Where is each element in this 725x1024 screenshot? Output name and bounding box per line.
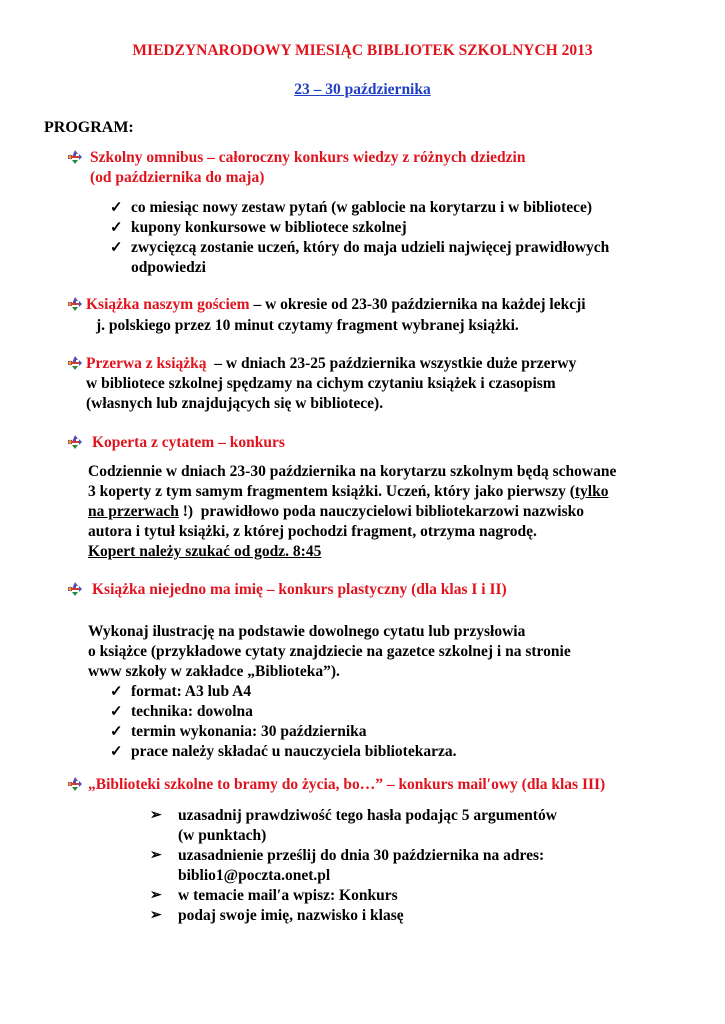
list-item: zwycięzcą zostanie uczeń, który do maja udzieli najwięcej prawidłowych [131,239,610,256]
quad-arrow-bullet-icon [68,435,82,449]
section-envelope-title: Koperta z cytatem – konkurs [92,434,285,451]
checkmark-icon: ✓ [110,200,123,216]
envelope-time-note: Kopert należy szukać od godz. 8:45 [88,543,322,560]
section-art-contest-title: Książka niejedno ma imię – konkurs plastyczny (dla klas I i II) [92,581,507,598]
checkmark-icon: ✓ [110,220,123,236]
quad-arrow-bullet-icon [68,150,82,164]
paragraph-line: autora i tytuł książki, z której pochodzi fragment, otrzyma nagrodę. [88,523,537,540]
section-guest-book-title: Książka naszym gościem [86,296,250,313]
paragraph-line [88,482,608,502]
paragraph-line: Codziennie w dniach 23-30 października na korytarzu szkolnym będą schowane [88,463,617,480]
arrow-bullet-icon: ➢ [150,848,162,863]
arrow-bullet-icon: ➢ [150,808,162,823]
list-item: w temacie mail′a wpisz: Konkurs [178,887,398,904]
section-break-line1 [86,354,576,374]
list-item: prace należy składać u nauczyciela bibliotekarza. [131,743,457,760]
underlined-text: tylko [574,483,609,500]
date-range: 23 – 30 października [294,81,431,98]
quad-arrow-bullet-icon [68,297,82,311]
section-break-text: – w dniach 23-25 października wszystkie duże przerwy [206,355,577,372]
section-omnibus-subtitle: (od października do maja) [90,169,265,186]
quad-arrow-bullet-icon [68,582,82,596]
quad-arrow-bullet-icon [68,777,82,791]
list-item: uzasadnienie prześlij do dnia 30 października na adres: [178,847,545,864]
document-title: MIEDZYNARODOWY MIESIĄC BIBLIOTEK SZKOLNYCH 2013 [132,42,593,59]
section-guest-book-line2: j. polskiego przez 10 minut czytamy fragment wybranej książki. [96,317,519,334]
section-break-line3: (własnych lub znajdujących się w bibliotece). [86,395,384,412]
section-omnibus-title: Szkolny omnibus – całoroczny konkurs wiedzy z różnych dziedzin [90,149,526,166]
underlined-text: na przerwach [88,503,179,520]
paragraph-line: o książce (przykładowe cytaty znajdziecie na gazetce szkolnej i na stronie [88,643,571,660]
list-item-continuation: odpowiedzi [131,259,206,276]
list-item: co miesiąc nowy zestaw pytań (w gablocie na korytarzu i w bibliotece) [131,199,593,216]
paragraph-line: www szkoły w zakładce „Biblioteka”). [88,663,340,680]
arrow-bullet-icon: ➢ [150,908,162,923]
program-heading: PROGRAM: [44,119,134,136]
paragraph-line: Wykonaj ilustrację na podstawie dowolnego cytatu lub przysłowia [88,623,526,640]
checkmark-icon: ✓ [110,240,123,256]
list-item-continuation: (w punktach) [178,827,267,844]
paragraph-text: 3 koperty z tym samym fragmentem książki. Uczeń, który jako pierwszy ( [88,483,575,500]
list-item: termin wykonania: 30 października [131,723,367,740]
section-break-line2: w bibliotece szkolnej spędzamy na cichym czytaniu książek i czasopism [86,375,556,392]
section-break-title: Przerwa z książką [86,355,207,372]
list-item: uzasadnij prawdziwość tego hasła podając 5 argumentów [178,807,557,824]
arrow-bullet-icon: ➢ [150,888,162,903]
list-item: technika: dowolna [131,703,253,720]
quad-arrow-bullet-icon [68,356,82,370]
checkmark-icon: ✓ [110,684,123,700]
section-guest-book-text: – w okresie od 23-30 października na każdej lekcji [249,296,586,313]
checkmark-icon: ✓ [110,744,123,760]
checkmark-icon: ✓ [110,704,123,720]
section-guest-book-line1 [86,295,586,315]
paragraph-text: !) prawidłowo poda nauczycielowi bibliotekarzowi nazwisko [178,503,584,520]
list-item: podaj swoje imię, nazwisko i klasę [178,907,404,924]
list-item: kupony konkursowe w bibliotece szkolnej [131,219,407,236]
checkmark-icon: ✓ [110,724,123,740]
paragraph-line [88,502,584,522]
section-email-contest-title: „Biblioteki szkolne to bramy do życia, bo…” – konkurs mail′owy (dla klas III) [88,776,606,793]
list-item: format: A3 lub A4 [131,683,252,700]
email-address: biblio1@poczta.onet.pl [178,867,331,884]
